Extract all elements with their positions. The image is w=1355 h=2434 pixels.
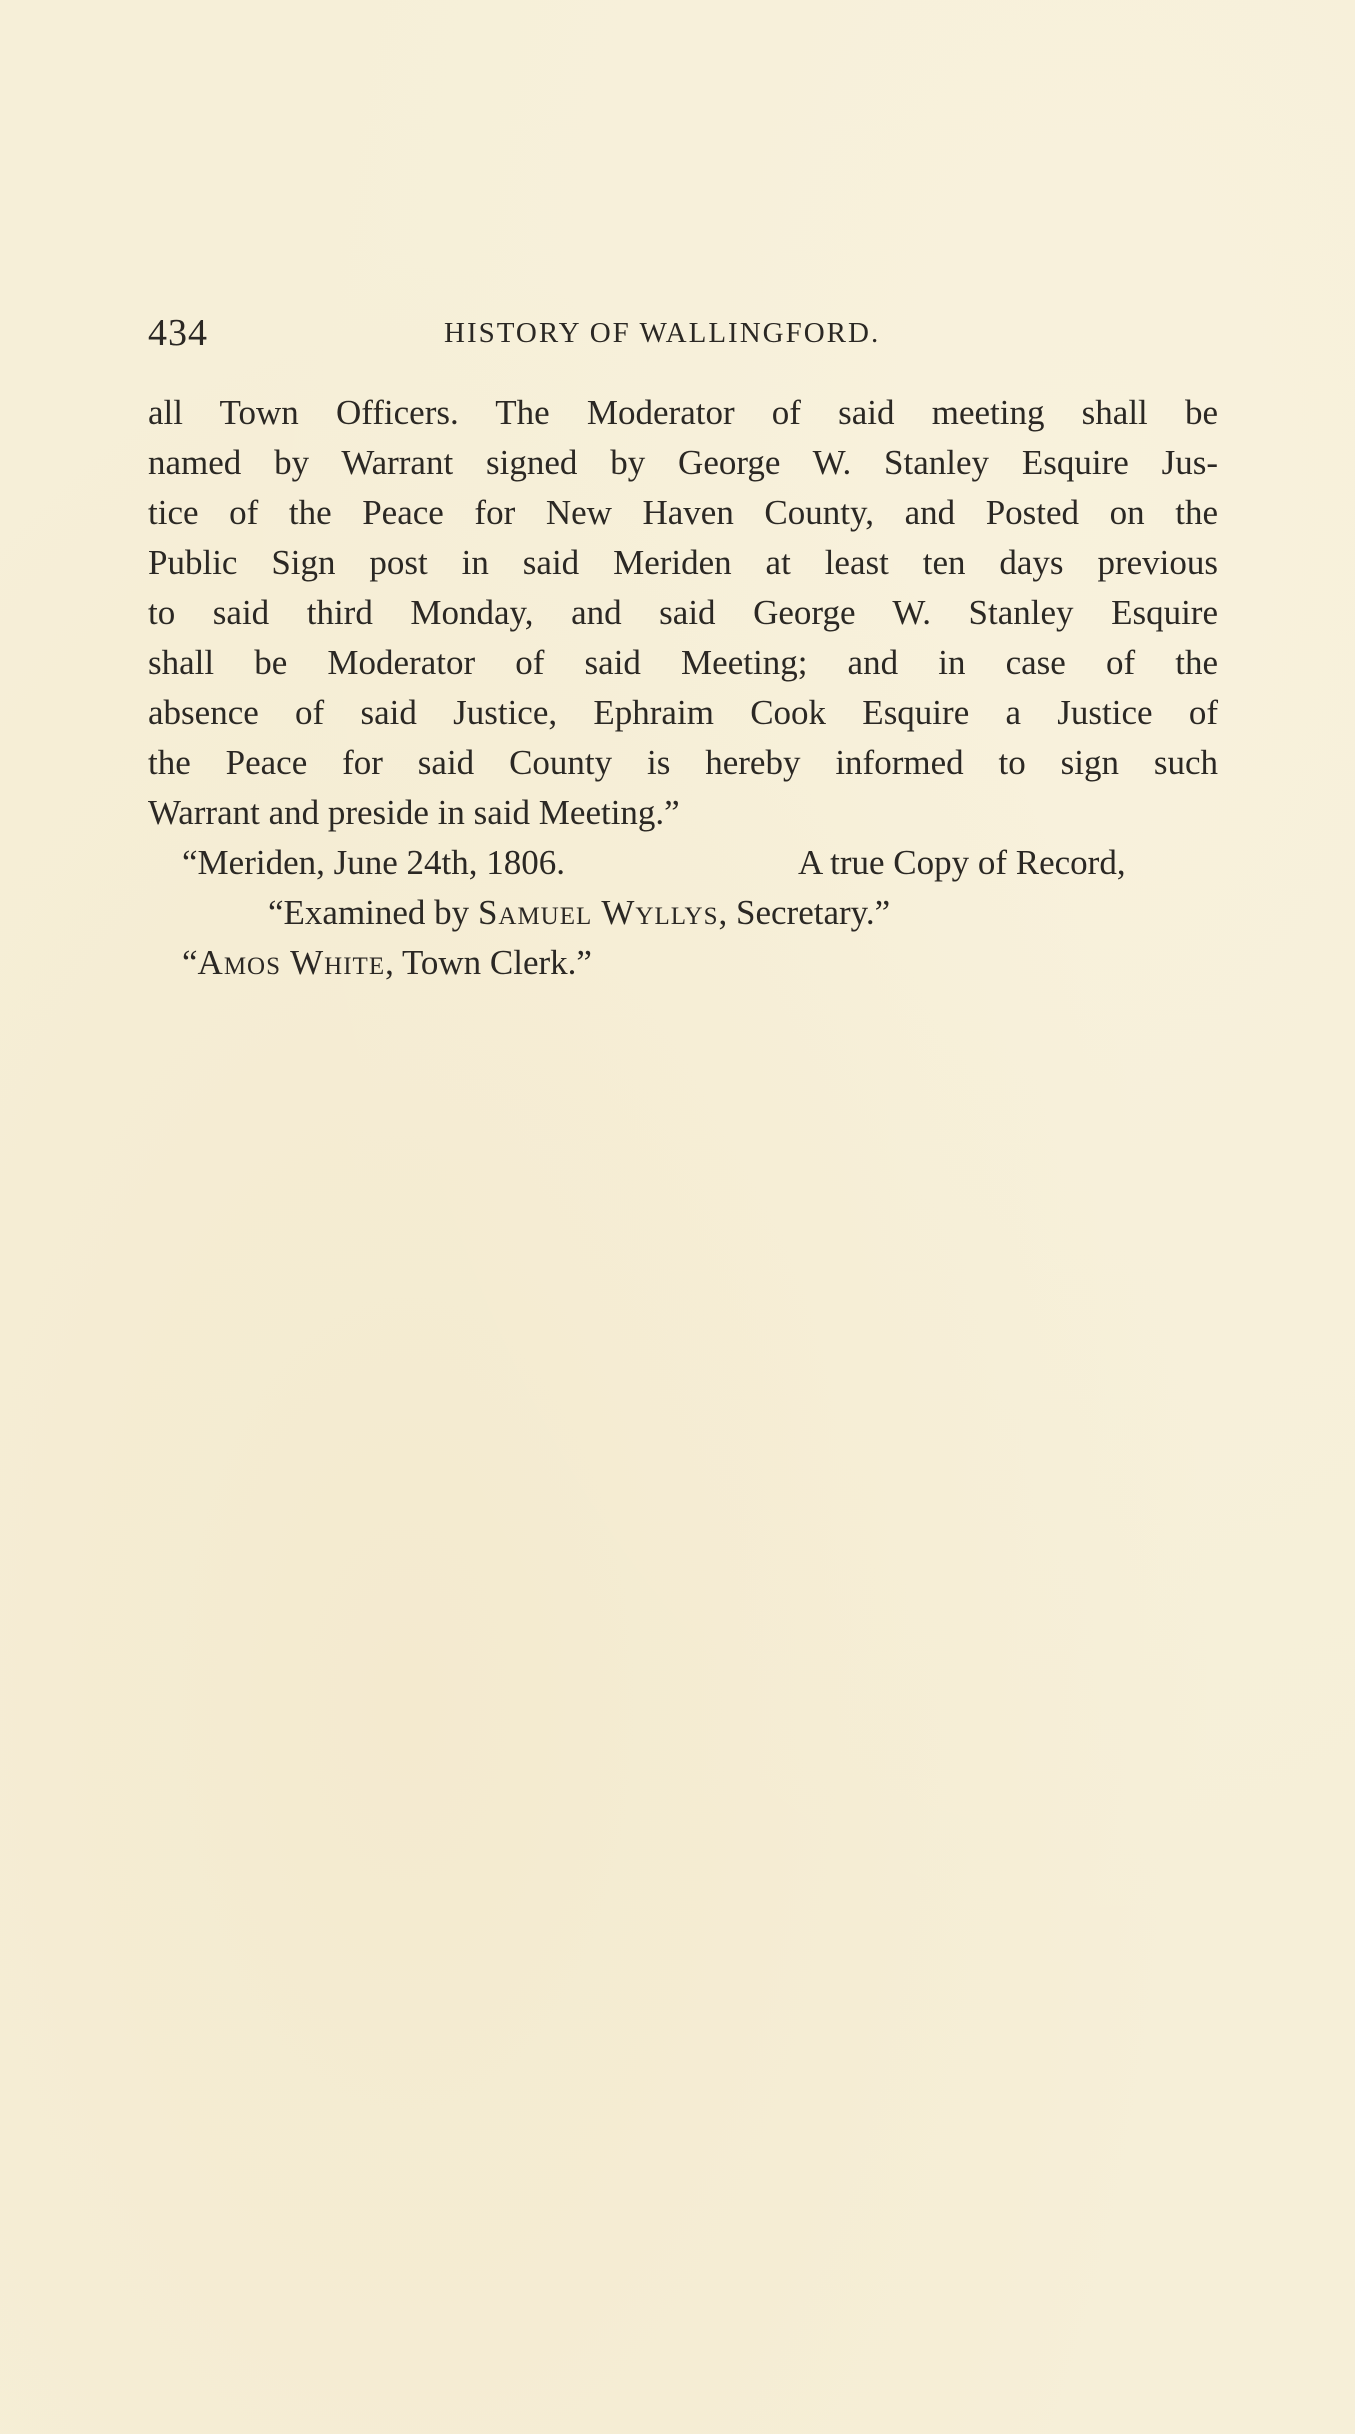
clerk-suffix: , Town Clerk.” (385, 943, 592, 982)
text-line: the Peace for said County is hereby informed to sign such (148, 743, 1218, 782)
text-line: shall be Moderator of said Meeting; and in case of the (148, 643, 1218, 682)
text-line: Warrant and preside in said Meeting.” (148, 793, 680, 832)
body-text (148, 388, 1218, 988)
copy-note: A true Copy of Record, (798, 843, 1126, 882)
text-line: Public Sign post in said Meriden at least ten days previous (148, 543, 1218, 582)
page-number: 434 (148, 312, 208, 354)
text-line: absence of said Justice, Ephraim Cook Esquire a Justice of (148, 693, 1218, 732)
running-head: HISTORY OF WALLINGFORD. (444, 317, 881, 349)
text-line: to said third Monday, and said George W. Stanley Esquire (148, 593, 1218, 632)
text-line: tice of the Peace for New Haven County, and Posted on the (148, 493, 1218, 532)
dateline: “Meriden, June 24th, 1806. (182, 843, 565, 882)
examined-line (148, 888, 1218, 938)
examiner-name: Samuel Wyllys (477, 893, 719, 932)
dateline-line (148, 838, 1218, 888)
clerk-quote: “ (182, 943, 198, 982)
clerk-line (148, 938, 1218, 988)
text-line: all Town Officers. The Moderator of said meeting shall be (148, 393, 1218, 432)
examined-prefix: “Examined by (268, 893, 478, 932)
examined-suffix: , Secretary.” (718, 893, 891, 932)
clerk-name: Amos White (197, 943, 386, 982)
page-header (148, 308, 1218, 358)
text-line: named by Warrant signed by George W. Stanley Esquire Jus- (148, 443, 1218, 482)
